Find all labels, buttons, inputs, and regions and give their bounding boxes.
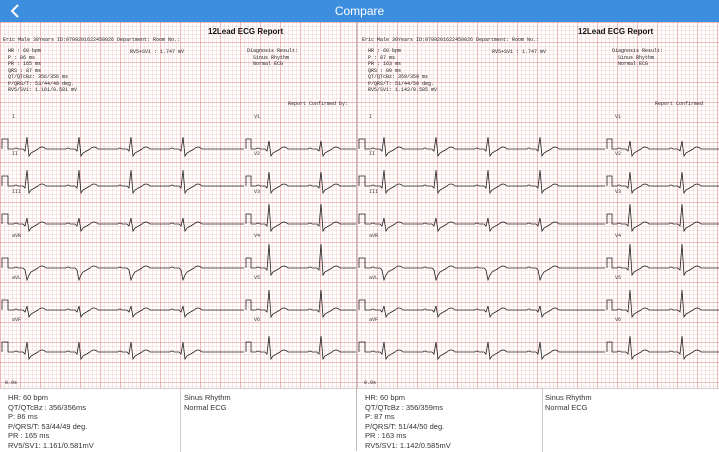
lead-label: III xyxy=(369,189,379,195)
summary-diag-line: Sinus Rhythm xyxy=(184,393,231,402)
summary-diag-line: Normal ECG xyxy=(184,402,227,412)
lead-label: aVF xyxy=(369,317,379,323)
time-marker: 0.0s xyxy=(5,380,18,386)
summary-right xyxy=(357,388,719,451)
measurement-line: P : 87 ms xyxy=(368,54,396,61)
ecg-trace-row xyxy=(2,137,356,156)
page-title: Compare xyxy=(334,4,385,18)
diagnosis-block xyxy=(612,48,663,68)
lead-label: III xyxy=(12,189,22,195)
lead-label: V6 xyxy=(615,317,622,323)
lead-label: II xyxy=(12,151,19,157)
summary-line: PR : 163 ms xyxy=(365,431,407,440)
measurement-line: QT/QTcBz: 356/356 ms xyxy=(8,74,69,80)
summary-line: QT/QTcBz : 356/359ms xyxy=(365,402,443,412)
top-bar xyxy=(0,0,719,22)
ecg-trace-row xyxy=(2,204,356,231)
diagnosis-line: Sinus Rhythm xyxy=(618,54,655,61)
summary-line: P/QRS/T: 51/44/50 deg. xyxy=(365,421,445,431)
ecg-trace-row xyxy=(359,336,719,359)
measurement-line: PR : 163 ms xyxy=(368,61,402,67)
report-confirmed: Report Confirmed by: xyxy=(288,101,349,107)
summary-line: RV5/SV1: 1.161/0.581mV xyxy=(8,440,94,450)
ecg-trace-row xyxy=(2,290,356,317)
lead-label: V1 xyxy=(615,114,622,120)
measurement-line: QRS : 87 ms xyxy=(8,67,42,74)
ecg-trace-row xyxy=(359,137,719,156)
diagnosis-line: Normal ECG xyxy=(253,61,284,67)
summary-line: P/QRS/T: 53/44/49 deg. xyxy=(8,421,88,431)
rv5-sv1-value: RV5+SV1 : 1.747 mV xyxy=(492,49,547,55)
summary-diag-line: Normal ECG xyxy=(545,402,588,412)
summary-line: HR: 60 bpm xyxy=(8,393,49,402)
summary-line: P: 86 ms xyxy=(8,412,38,421)
measurement-line: PR : 165 ms xyxy=(8,61,42,67)
chevron-left-icon xyxy=(10,4,20,18)
lead-label: V5 xyxy=(615,275,622,281)
lead-label: I xyxy=(369,114,373,120)
measurement-line: RV5/SV1: 1.142/0.585 mV xyxy=(368,87,438,93)
measurement-line: HR : 60 bpm xyxy=(8,48,42,54)
ecg-trace-row xyxy=(2,244,356,280)
summary-line: QT/QTcBz : 356/356ms xyxy=(8,402,86,412)
report-confirmed: Report Confirmed xyxy=(655,101,704,107)
summary-measurements xyxy=(365,393,451,450)
summary-divider xyxy=(542,389,543,452)
diagnosis-block xyxy=(247,48,298,68)
lead-label: aVF xyxy=(12,317,22,323)
measurement-line: P : 86 ms xyxy=(8,54,36,61)
ecg-trace-row xyxy=(2,170,356,193)
diagnosis-line: Normal ECG xyxy=(618,61,649,67)
summary-diagnosis xyxy=(545,393,592,412)
measurement-line: HR : 60 bpm xyxy=(368,48,402,54)
diagnosis-line: Sinus Rhythm xyxy=(253,54,290,61)
lead-label: aVR xyxy=(369,233,379,239)
summary-line: P: 87 ms xyxy=(365,412,395,421)
report-title: 12Lead ECG Report xyxy=(578,27,654,36)
lead-label: I xyxy=(12,114,16,120)
patient-info: Eric Male 30Years ID:0709201622450026 Department: Room No.: xyxy=(3,37,181,43)
measurement-line: QT/QTcBz: 359/359 ms xyxy=(368,74,429,80)
lead-label: V4 xyxy=(615,233,622,239)
time-marker: 0.0s xyxy=(364,380,377,386)
lead-label: V1 xyxy=(254,114,261,120)
summary-line: HR: 60 bpm xyxy=(365,393,406,402)
summary-diag-line: Sinus Rhythm xyxy=(545,393,592,402)
patient-info: Eric Male 30Years ID:0709201622450026 Department: Room No.: xyxy=(362,37,540,43)
measurement-line: RV5/SV1: 1.161/0.581 mV xyxy=(8,87,78,93)
ecg-trace-row xyxy=(359,290,719,317)
lead-label: V3 xyxy=(615,189,622,195)
summary-left xyxy=(0,388,356,451)
measurement-line: QRS : 89 ms xyxy=(368,67,402,74)
ecg-trace-row xyxy=(359,204,719,231)
summary-line: PR : 165 ms xyxy=(8,431,50,440)
ecg-trace-row xyxy=(2,336,356,359)
report-title: 12Lead ECG Report xyxy=(208,27,284,36)
lead-label: V5 xyxy=(254,275,261,281)
summary-line: RV5/SV1: 1.142/0.585mV xyxy=(365,440,451,450)
summary-measurements xyxy=(8,393,94,450)
measurement-line: P/QRS/T: 53/44/49 deg. xyxy=(8,80,75,87)
diagnosis-title: Diagnosis Result: xyxy=(247,48,299,54)
lead-label: V6 xyxy=(254,317,261,323)
ecg-trace-row xyxy=(359,170,719,193)
lead-label: V2 xyxy=(615,151,622,157)
diagnosis-title: Diagnosis Result: xyxy=(612,48,664,54)
lead-label: II xyxy=(369,151,376,157)
lead-label: aVL xyxy=(369,275,379,281)
back-button[interactable] xyxy=(6,2,24,20)
lead-label: V2 xyxy=(254,151,261,157)
summary-diagnosis xyxy=(184,393,231,412)
measurements xyxy=(8,48,77,94)
measurements xyxy=(368,48,437,94)
lead-label: V4 xyxy=(254,233,261,239)
measurement-line: P/QRS/T: 51/44/50 deg. xyxy=(368,80,435,87)
lead-label: aVL xyxy=(12,275,22,281)
ecg-trace-row xyxy=(359,244,719,280)
lead-label: V3 xyxy=(254,189,261,195)
rv5-sv1-value: RV5+SV1 : 1.747 mV xyxy=(130,49,185,55)
lead-label: aVR xyxy=(12,233,22,239)
summary-divider xyxy=(180,389,181,452)
